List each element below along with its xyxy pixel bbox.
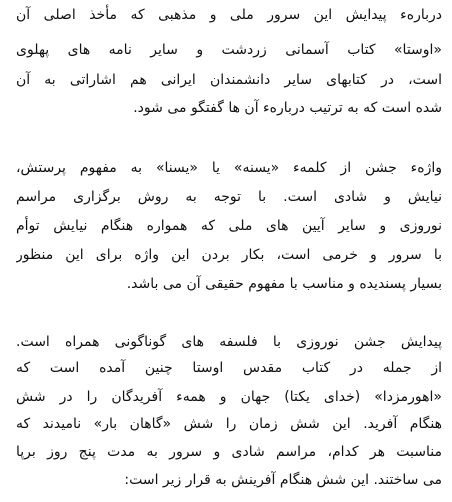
- text-line: با سرور و خرمی است، بکار بردن این واژه برای این منظور: [16, 247, 442, 263]
- text-line: نوروزی و سایر آیین های ملی که همواره هنگام نیایش توأم: [16, 218, 442, 234]
- text-line: شده است که به ترتیب درباره‌ء آن ها گفتگو می شود.: [133, 100, 442, 116]
- text-line: هنگام آفرید. این شش زمان را شش «گاهان بار» نامیدند که: [16, 416, 442, 432]
- text-line: می ساختند. این شش هنگام آفرینش به قرار زیر است:: [124, 472, 442, 488]
- text-line: پیدایش جشن نوروزی با فلسفه های گوناگونی همراه است.: [16, 334, 442, 350]
- text-line: است، در کتابهای سایر دانشمندان ایرانی هم اشاراتی به آن: [16, 72, 442, 88]
- text-line: مناسبت هر کدام، مراسم شادی و سرور به مدت پنج روز برپا: [16, 444, 442, 460]
- text-line: «اوستا» کتاب آسمانی زردشت و سایر نامه های پهلوی: [16, 42, 442, 58]
- text-line: نیایش و شادی است. با توجه به روش برگزاری مراسم: [16, 189, 442, 205]
- text-line: درباره‌ء پیدایش این سرور ملی و مذهبی که مأخذ اصلی آن: [16, 7, 442, 23]
- text-line: بسیار پسندیده و مناسب با مفهوم حقیقی آن می باشد.: [126, 276, 442, 292]
- text-line: واژه‌ء جشن از کلمه‌ء «یسنه» یا «یسنا» به مفهوم پرستش،: [16, 160, 442, 176]
- text-line: از جمله در کتاب مقدس اوستا چنین آمده است که: [16, 360, 442, 376]
- text-line: «اهورمزدا» (خدای یکتا) جهان و همه‌ء آفریدگان را در شش: [16, 389, 442, 405]
